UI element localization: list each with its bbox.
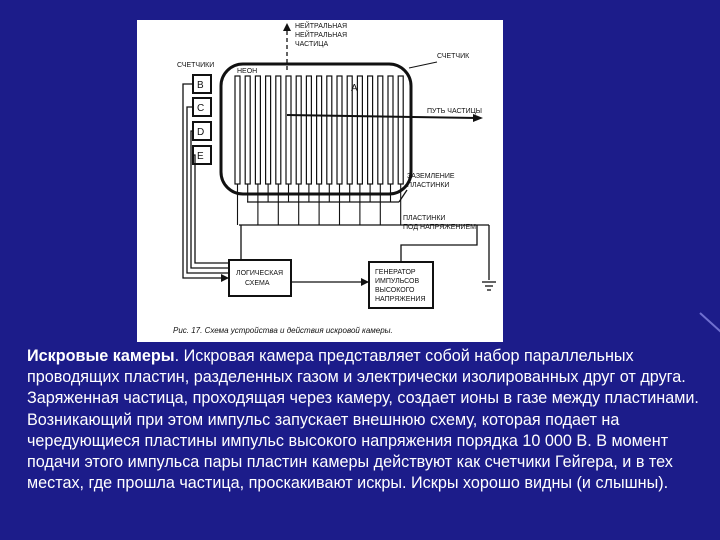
chamber-plate (337, 76, 342, 184)
figure-caption: Рис. 17. Схема устройства и действия искровой камеры. (173, 326, 393, 335)
chamber-plate (276, 76, 281, 184)
gen-label-4: НАПРЯЖЕНИЯ (375, 296, 426, 303)
description-paragraph (27, 346, 715, 494)
counter-c: C (197, 103, 205, 114)
chamber-plate (368, 76, 373, 184)
chamber-plate (255, 76, 260, 184)
chamber-plate (306, 76, 311, 184)
neutral-label-1: НЕЙТРАЛЬНАЯ (295, 23, 348, 30)
counter-to-logic-arrow (221, 274, 229, 282)
description-body: . Искровая камера представляет собой набор параллельных проводящих пластин, разделенных газом и электрически изолированных друг от друга. Заряженная частица, проходящая через камеру, создает ионы в газе между пластинами. Возникающий при этом импульс запускает внешнюю схему, которая подает на чередующиеся пластины импульс высокого напряжения порядка 10 000 В. В момент подачи этого импульса пары пластин камеры действуют как счетчики Гейгера, и в тех местах, где прошла частица, проскакивают искры. Искры хорошо видны (и слышны). (27, 347, 699, 493)
logic-circuit-box (229, 260, 291, 296)
chamber-plate (266, 76, 271, 184)
grounding-label-2: ПЛАСТИНКИ (407, 182, 450, 189)
chamber-plate (235, 76, 240, 184)
hv-plates-label-1: ПЛАСТИНКИ (403, 215, 446, 222)
chamber-plate (317, 76, 322, 184)
right-counter-label: СЧЕТЧИК (437, 53, 470, 60)
logic-label-1: ЛОГИЧЕСКАЯ (236, 270, 284, 277)
counter-d: D (197, 127, 205, 138)
particle-path-arrow (473, 114, 483, 122)
gen-label-1: ГЕНЕРАТОР (375, 269, 416, 276)
counters-label: СЧЕТЧИКИ (177, 62, 215, 69)
spark-chamber-diagram (137, 20, 503, 342)
neutral-label-3: ЧАСТИЦА (295, 41, 329, 48)
neon-label: НЕОН (237, 68, 258, 75)
gen-label-2: ИМПУЛЬСОВ (375, 278, 420, 285)
right-counter-leader (409, 62, 437, 68)
diagram-svg (137, 20, 503, 342)
plate-a-label: A (351, 83, 358, 94)
chamber-plate (357, 76, 362, 184)
gen-label-3: ВЫСОКОГО (375, 287, 415, 294)
neutral-label-2: НЕЙТРАЛЬНАЯ (295, 32, 348, 39)
chamber-plate (245, 76, 250, 184)
logic-to-generator-arrow (361, 278, 369, 286)
chamber-plate (398, 76, 403, 184)
counter-e: E (197, 151, 204, 162)
chamber-plate (378, 76, 383, 184)
grounding-label-1: ЗАЗЕМЛЕНИЕ (407, 173, 455, 180)
counter-boxes (193, 75, 211, 164)
chamber-plate (327, 76, 332, 184)
chamber-plate (388, 76, 393, 184)
decorative-corner-line (699, 312, 720, 334)
counter-b: B (197, 80, 204, 91)
plates-group (235, 76, 403, 184)
chamber-plate (296, 76, 301, 184)
section-title: Искровые камеры (27, 347, 175, 365)
neutral-particle-arrow (283, 23, 291, 31)
hv-plates-label-2: ПОД НАПРЯЖЕНИЕМ (403, 224, 476, 231)
chamber-plate (286, 76, 291, 184)
particle-path-label: ПУТЬ ЧАСТИЦЫ (427, 108, 482, 115)
logic-label-2: СХЕМА (245, 280, 270, 287)
